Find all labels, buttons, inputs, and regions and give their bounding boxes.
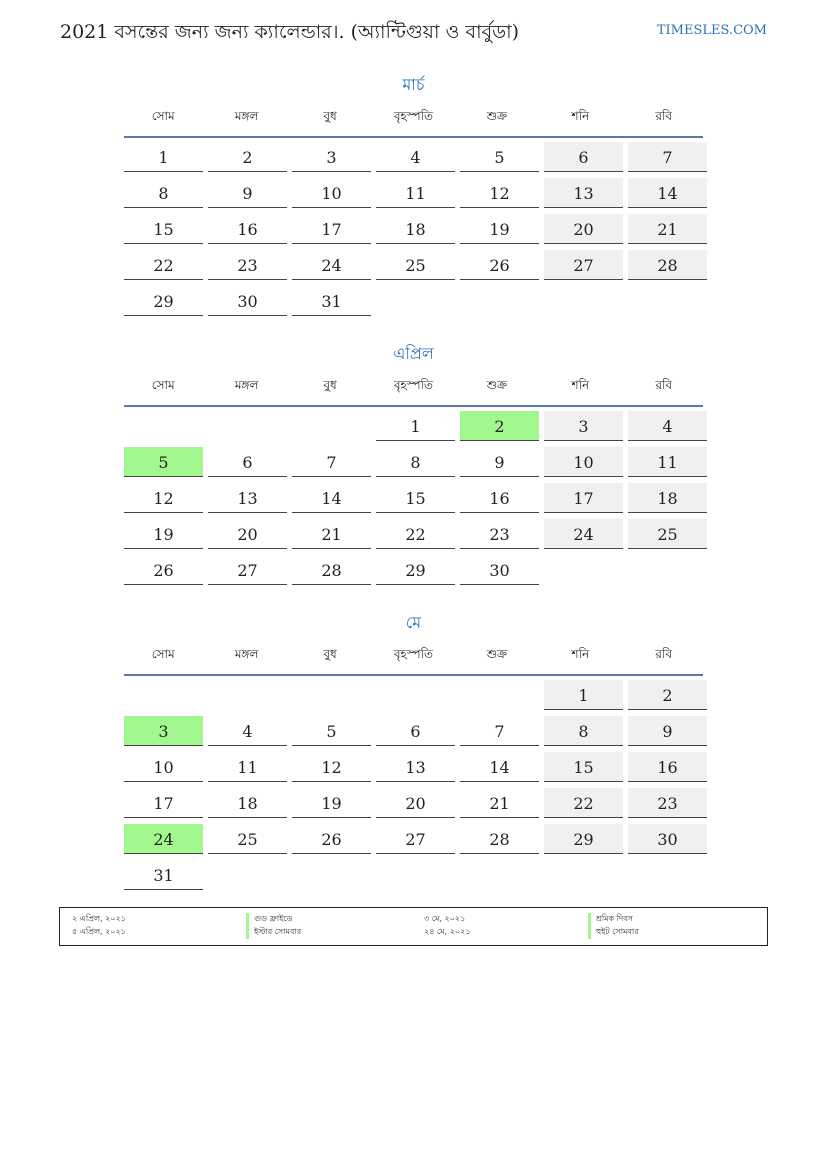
day-cell: 26: [292, 824, 371, 854]
day-cell: 24: [544, 519, 623, 549]
day-cell: 29: [376, 555, 455, 585]
day-cell: 12: [124, 483, 203, 513]
day-cell: 19: [460, 214, 539, 244]
month-title: এপ্রিল: [393, 344, 434, 363]
holiday-name: ইস্টার সোমবার: [246, 926, 404, 939]
weekday-label: শুক্র: [486, 378, 508, 392]
month-title: মে: [405, 613, 422, 632]
day-cell: 16: [628, 752, 707, 782]
day-cell: 8: [124, 178, 203, 208]
empty-day-cell: [544, 286, 623, 316]
day-cell: 5: [292, 716, 371, 746]
day-cell: 31: [124, 860, 203, 890]
day-cell: 6: [376, 716, 455, 746]
weekday-label: বৃহস্পতি: [393, 378, 434, 392]
empty-day-cell: [124, 680, 203, 710]
legend-row: [60, 926, 767, 938]
day-cell: 10: [292, 178, 371, 208]
header-rule: [124, 136, 703, 138]
day-cell: 9: [460, 447, 539, 477]
day-cell: 21: [292, 519, 371, 549]
holiday-day-cell: 5: [124, 447, 203, 477]
header-rule: [124, 405, 703, 407]
holiday-date: ৫ এপ্রিল, ২০২১: [72, 927, 126, 936]
day-cell: 13: [208, 483, 287, 513]
empty-day-cell: [460, 680, 539, 710]
day-cell: 11: [628, 447, 707, 477]
day-cell: 20: [208, 519, 287, 549]
day-cell: 21: [460, 788, 539, 818]
day-cell: 27: [208, 555, 287, 585]
day-cell: 7: [460, 716, 539, 746]
day-cell: 7: [628, 142, 707, 172]
page-title: 2021 বসন্তের জন্য জন্য ক্যালেন্ডার।. (অ্যান্টিগুয়া ও বার্বুডা): [60, 21, 520, 43]
weekday-header-row: [124, 646, 703, 668]
day-cell: 19: [124, 519, 203, 549]
day-cell: 28: [460, 824, 539, 854]
legend-row: [60, 913, 767, 925]
day-cell: 22: [544, 788, 623, 818]
holiday-day-cell: 24: [124, 824, 203, 854]
header-rule: [124, 674, 703, 676]
day-cell: 27: [544, 250, 623, 280]
empty-day-cell: [544, 860, 623, 890]
empty-day-cell: [460, 286, 539, 316]
empty-day-cell: [292, 860, 371, 890]
day-cell: 23: [460, 519, 539, 549]
day-cell: 10: [124, 752, 203, 782]
day-cell: 4: [376, 142, 455, 172]
weekday-label: সোম: [151, 647, 175, 661]
day-cell: 1: [124, 142, 203, 172]
day-cell: 12: [292, 752, 371, 782]
day-cell: 18: [376, 214, 455, 244]
weekday-label: বৃহস্পতি: [393, 109, 434, 123]
day-cell: 18: [208, 788, 287, 818]
day-cell: 2: [628, 680, 707, 710]
month-march: [124, 72, 703, 316]
empty-day-cell: [376, 680, 455, 710]
weekday-header-row: [124, 377, 703, 399]
day-cell: 30: [628, 824, 707, 854]
day-cell: 15: [376, 483, 455, 513]
weekday-label: বৃহস্পতি: [393, 647, 434, 661]
day-cell: 26: [460, 250, 539, 280]
weekday-label: শুক্র: [486, 109, 508, 123]
day-cell: 6: [544, 142, 623, 172]
holiday-name: গুড ফ্রাইডে: [246, 913, 404, 926]
day-cell: 23: [208, 250, 287, 280]
holiday-name: হুইট সোমবার: [588, 926, 746, 939]
empty-day-cell: [628, 860, 707, 890]
day-cell: 5: [460, 142, 539, 172]
day-grid: [124, 142, 703, 316]
day-cell: 12: [460, 178, 539, 208]
weekday-label: সোম: [151, 378, 175, 392]
weekday-label: শুক্র: [486, 647, 508, 661]
day-cell: 1: [376, 411, 455, 441]
day-cell: 24: [292, 250, 371, 280]
weekday-label: মঙ্গল: [234, 109, 259, 123]
weekday-header-row: [124, 108, 703, 130]
weekday-label: রবি: [655, 378, 673, 392]
day-cell: 8: [544, 716, 623, 746]
weekday-label: বুধ: [323, 647, 337, 661]
empty-day-cell: [292, 680, 371, 710]
empty-day-cell: [292, 411, 371, 441]
holiday-date: ৩ মে, ২০২১: [424, 914, 466, 923]
day-cell: 17: [544, 483, 623, 513]
holiday-day-cell: 2: [460, 411, 539, 441]
empty-day-cell: [208, 680, 287, 710]
day-grid: [124, 680, 703, 890]
site-link[interactable]: TIMESLES.COM: [656, 23, 767, 38]
day-cell: 28: [628, 250, 707, 280]
day-cell: 16: [460, 483, 539, 513]
weekday-label: বুধ: [323, 109, 337, 123]
empty-day-cell: [376, 286, 455, 316]
day-cell: 14: [292, 483, 371, 513]
weekday-label: শনি: [571, 378, 590, 392]
day-cell: 9: [628, 716, 707, 746]
day-cell: 21: [628, 214, 707, 244]
day-cell: 18: [628, 483, 707, 513]
day-cell: 14: [628, 178, 707, 208]
holiday-legend: [59, 907, 768, 946]
holiday-date: ২ এপ্রিল, ২০২১: [72, 914, 126, 923]
weekday-label: রবি: [655, 647, 673, 661]
day-cell: 13: [544, 178, 623, 208]
day-cell: 30: [460, 555, 539, 585]
empty-day-cell: [208, 860, 287, 890]
empty-day-cell: [124, 411, 203, 441]
empty-day-cell: [460, 860, 539, 890]
day-grid: [124, 411, 703, 585]
month-title: মার্চ: [402, 75, 425, 94]
empty-day-cell: [376, 860, 455, 890]
day-cell: 28: [292, 555, 371, 585]
weekday-label: রবি: [655, 109, 673, 123]
day-cell: 11: [376, 178, 455, 208]
day-cell: 7: [292, 447, 371, 477]
day-cell: 22: [376, 519, 455, 549]
day-cell: 25: [376, 250, 455, 280]
day-cell: 17: [124, 788, 203, 818]
day-cell: 8: [376, 447, 455, 477]
day-cell: 27: [376, 824, 455, 854]
day-cell: 10: [544, 447, 623, 477]
day-cell: 26: [124, 555, 203, 585]
day-cell: 1: [544, 680, 623, 710]
day-cell: 4: [208, 716, 287, 746]
day-cell: 2: [208, 142, 287, 172]
day-cell: 14: [460, 752, 539, 782]
weekday-label: সোম: [151, 109, 175, 123]
holiday-name: শ্রমিক দিবস: [588, 913, 746, 926]
day-cell: 25: [628, 519, 707, 549]
holiday-day-cell: 3: [124, 716, 203, 746]
day-cell: 31: [292, 286, 371, 316]
day-cell: 6: [208, 447, 287, 477]
day-cell: 16: [208, 214, 287, 244]
weekday-label: শনি: [571, 109, 590, 123]
day-cell: 29: [544, 824, 623, 854]
page-header: [60, 18, 767, 46]
weekday-label: শনি: [571, 647, 590, 661]
day-cell: 3: [544, 411, 623, 441]
day-cell: 15: [124, 214, 203, 244]
empty-day-cell: [544, 555, 623, 585]
day-cell: 3: [292, 142, 371, 172]
empty-day-cell: [628, 555, 707, 585]
day-cell: 13: [376, 752, 455, 782]
holiday-date: ২৪ মে, ২০২১: [424, 927, 471, 936]
weekday-label: মঙ্গল: [234, 647, 259, 661]
month-april: [124, 341, 703, 585]
empty-day-cell: [628, 286, 707, 316]
day-cell: 25: [208, 824, 287, 854]
day-cell: 4: [628, 411, 707, 441]
day-cell: 20: [544, 214, 623, 244]
day-cell: 19: [292, 788, 371, 818]
day-cell: 29: [124, 286, 203, 316]
month-may: [124, 610, 703, 890]
day-cell: 11: [208, 752, 287, 782]
day-cell: 9: [208, 178, 287, 208]
weekday-label: বুধ: [323, 378, 337, 392]
empty-day-cell: [208, 411, 287, 441]
day-cell: 30: [208, 286, 287, 316]
day-cell: 20: [376, 788, 455, 818]
day-cell: 23: [628, 788, 707, 818]
day-cell: 15: [544, 752, 623, 782]
day-cell: 22: [124, 250, 203, 280]
day-cell: 17: [292, 214, 371, 244]
weekday-label: মঙ্গল: [234, 378, 259, 392]
